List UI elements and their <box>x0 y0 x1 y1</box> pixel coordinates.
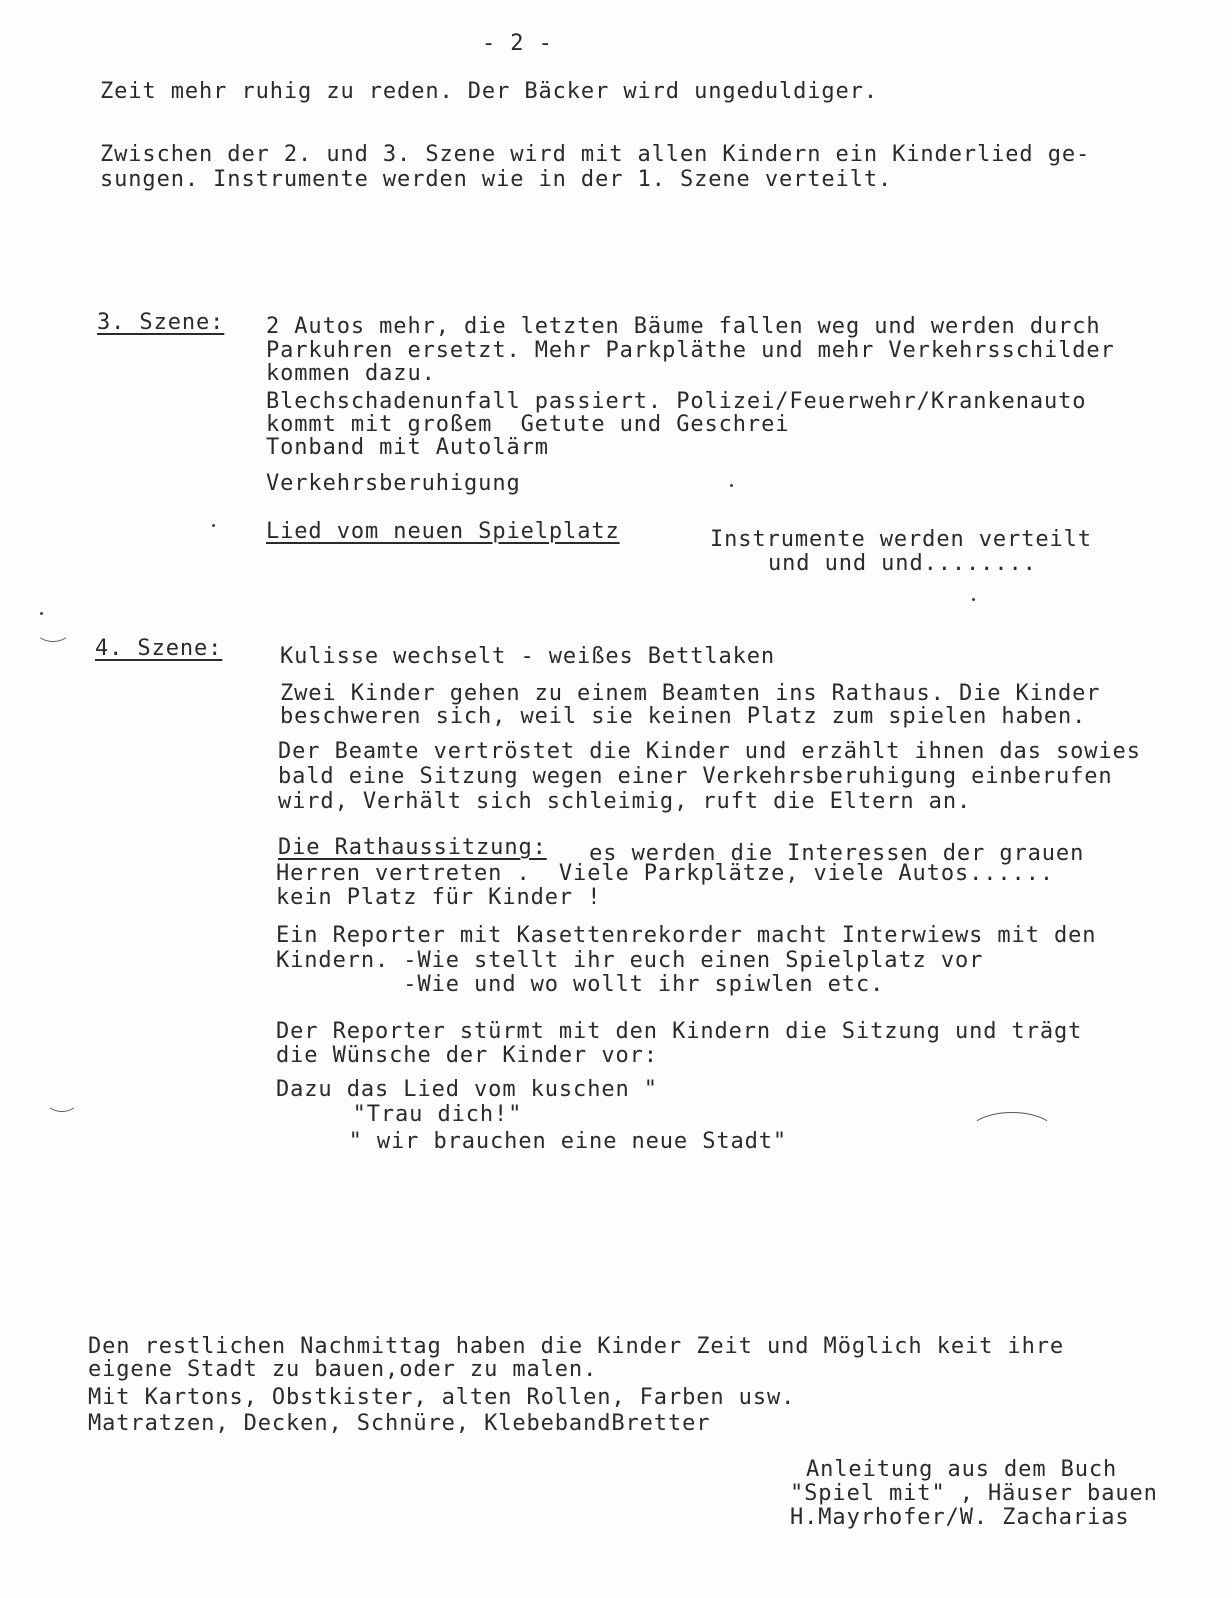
scene4-p3-line: Herren vertreten . Viele Parkplätze, viele Autos...... <box>276 861 1054 886</box>
scene3-line: Tonband mit Autolärm <box>266 435 549 460</box>
scene4-p1-line: beschweren sich, weil sie keinen Platz zum spielen haben. <box>280 704 1087 729</box>
scene3-line: Parkuhren ersetzt. Mehr Parkpläthe und mehr Verkehrsschilder <box>266 338 1115 363</box>
scene3-line: kommt mit großem Getute und Geschrei <box>266 412 790 437</box>
scene3-label: 3. Szene: <box>97 310 225 335</box>
scene4-p4-line: -Wie und wo wollt ihr spiwlen etc. <box>276 972 885 997</box>
scene4-p1-line: Zwei Kinder gehen zu einem Beamten ins Rathaus. Die Kinder <box>280 681 1101 706</box>
afternoon-line: eigene Stadt zu bauen,oder zu malen. <box>88 1357 598 1382</box>
scene3-line: Verkehrsberuhigung <box>266 471 521 496</box>
source-line: H.Mayrhofer/W. Zacharias <box>790 1505 1130 1530</box>
scene3-instruments-1: Instrumente werden verteilt <box>710 527 1092 552</box>
scene4-p4-line: Ein Reporter mit Kasettenrekorder macht Interwiews mit den <box>276 923 1097 948</box>
scene4-p3-label: Die Rathaussitzung: <box>278 835 547 860</box>
scene3-line: 2 Autos mehr, die letzten Bäume fallen weg und werden durch <box>266 314 1101 339</box>
scan-speck <box>730 484 733 487</box>
scene3-line: Blechschadenunfall passiert. Polizei/Feuerwehr/Krankenauto <box>266 389 1087 414</box>
scene4-p4-line: Kindern. -Wie stellt ihr euch einen Spielplatz vor <box>276 948 984 973</box>
intro-line-3: sungen. Instrumente werden wie in der 1. Szene verteilt. <box>100 167 893 192</box>
scan-speck <box>972 598 975 601</box>
scene4-p2-line: bald eine Sitzung wegen einer Verkehrsberuhigung einberufen <box>278 764 1113 789</box>
scene4-song-line: Dazu das Lied vom kuschen " <box>276 1077 658 1102</box>
scene4-p5-line: Der Reporter stürmt mit den Kindern die Sitzung und trägt <box>276 1019 1083 1044</box>
intro-line-1: Zeit mehr ruhig zu reden. Der Bäcker wird ungeduldiger. <box>100 79 878 104</box>
scene4-p3-rest: es werden die Interessen der grauen <box>575 841 1085 866</box>
pencil-mark <box>46 1090 78 1112</box>
scene4-p2-line: Der Beamte vertröstet die Kinder und erzählt ihnen das sowies <box>278 739 1141 764</box>
pencil-mark <box>36 620 70 642</box>
scene4-label: 4. Szene: <box>95 636 223 661</box>
scene4-p3-line: kein Platz für Kinder ! <box>276 885 602 910</box>
afternoon-line: Matratzen, Decken, Schnüre, KlebebandBretter <box>88 1411 711 1436</box>
source-line: Anleitung aus dem Buch <box>806 1457 1118 1482</box>
scene3-instruments-2: und und und........ <box>768 551 1037 576</box>
intro-line-2: Zwischen der 2. und 3. Szene wird mit allen Kindern ein Kinderlied ge- <box>100 142 1091 167</box>
scene4-song-line: "Trau dich!" <box>296 1102 523 1127</box>
pencil-mark <box>968 1112 1056 1154</box>
page-number: - 2 - <box>482 31 553 56</box>
scene3-song: Lied vom neuen Spielplatz <box>266 519 620 544</box>
scene3-line: kommen dazu. <box>266 361 436 386</box>
afternoon-line: Den restlichen Nachmittag haben die Kinder Zeit und Möglich keit ihre <box>88 1334 1065 1359</box>
scene4-kulisse: Kulisse wechselt - weißes Bettlaken <box>280 644 776 669</box>
scan-speck <box>212 524 215 527</box>
source-line: "Spiel mit" , Häuser bauen <box>790 1481 1158 1506</box>
afternoon-line: Mit Kartons, Obstkister, alten Rollen, Farben usw. <box>88 1385 796 1410</box>
scene4-p2-line: wird, Verhält sich schleimig, ruft die Eltern an. <box>278 789 972 814</box>
scan-speck <box>40 612 43 615</box>
scene4-p5-line: die Wünsche der Kinder vor: <box>276 1043 658 1068</box>
scene4-song-line: " wir brauchen eine neue Stadt" <box>292 1129 788 1154</box>
